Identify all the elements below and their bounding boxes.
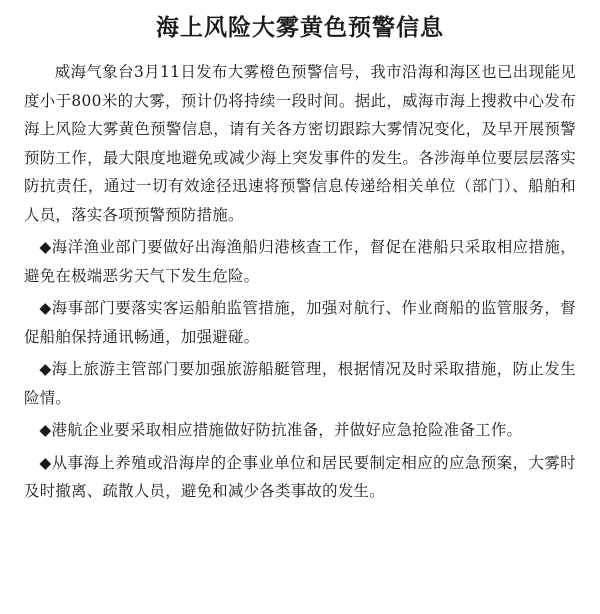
bullet-item-port <box>24 416 576 445</box>
diamond-bullet-icon: ◆ <box>39 299 52 317</box>
bullet-item-aquaculture <box>24 449 576 506</box>
intro-paragraph: 威海气象台3月11日发布大雾橙色预警信号，我市沿海和海区也已出现能见度小于800米的大雾，预计仍将持续一段时间。据此，威海市海上搜救中心发布海上风险大雾黄色预警信息，请有关各方密切跟踪大雾情况变化，及早开展预警预防工作，最大限度地避免或减少海上突发事件的发生。各涉海单位要层层落实防抗责任，通过一切有效途径迅速将预警信息传递给相关单位（部门）、船舶和人员，落实各项预警预防措施。 <box>24 63 576 224</box>
diamond-bullet-icon: ◆ <box>39 238 52 256</box>
diamond-bullet-icon: ◆ <box>39 453 52 472</box>
diamond-bullet-icon: ◆ <box>39 360 52 378</box>
bullet-item-fishery <box>24 233 576 290</box>
document-title: 海上风险大雾黄色预警信息 <box>156 15 444 41</box>
diamond-bullet-icon: ◆ <box>39 421 52 439</box>
bullet-text: 海洋渔业部门要做好出海渔船归港核查工作，督促在港船只采取相应措施，避免在极端恶劣天气下发生危险。 <box>24 238 576 285</box>
bullet-item-tourism <box>24 355 576 412</box>
bullet-text: 港航企业要采取相应措施做好防抗准备，并做好应急抢险准备工作。 <box>51 421 523 439</box>
bullet-text: 海事部门要落实客运船舶监管措施，加强对航行、作业商船的监管服务，督促船舶保持通讯畅通，加强避碰。 <box>24 299 576 346</box>
bullet-item-maritime <box>24 294 576 351</box>
bullet-text: 从事海上养殖或沿海岸的企事业单位和居民要制定相应的应急预案，大雾时及时撤离、疏散人员，避免和减少各类事故的发生。 <box>24 453 576 500</box>
bullet-text: 海上旅游主管部门要加强旅游船艇管理，根据情况及时采取措施，防止发生险情。 <box>24 360 576 407</box>
